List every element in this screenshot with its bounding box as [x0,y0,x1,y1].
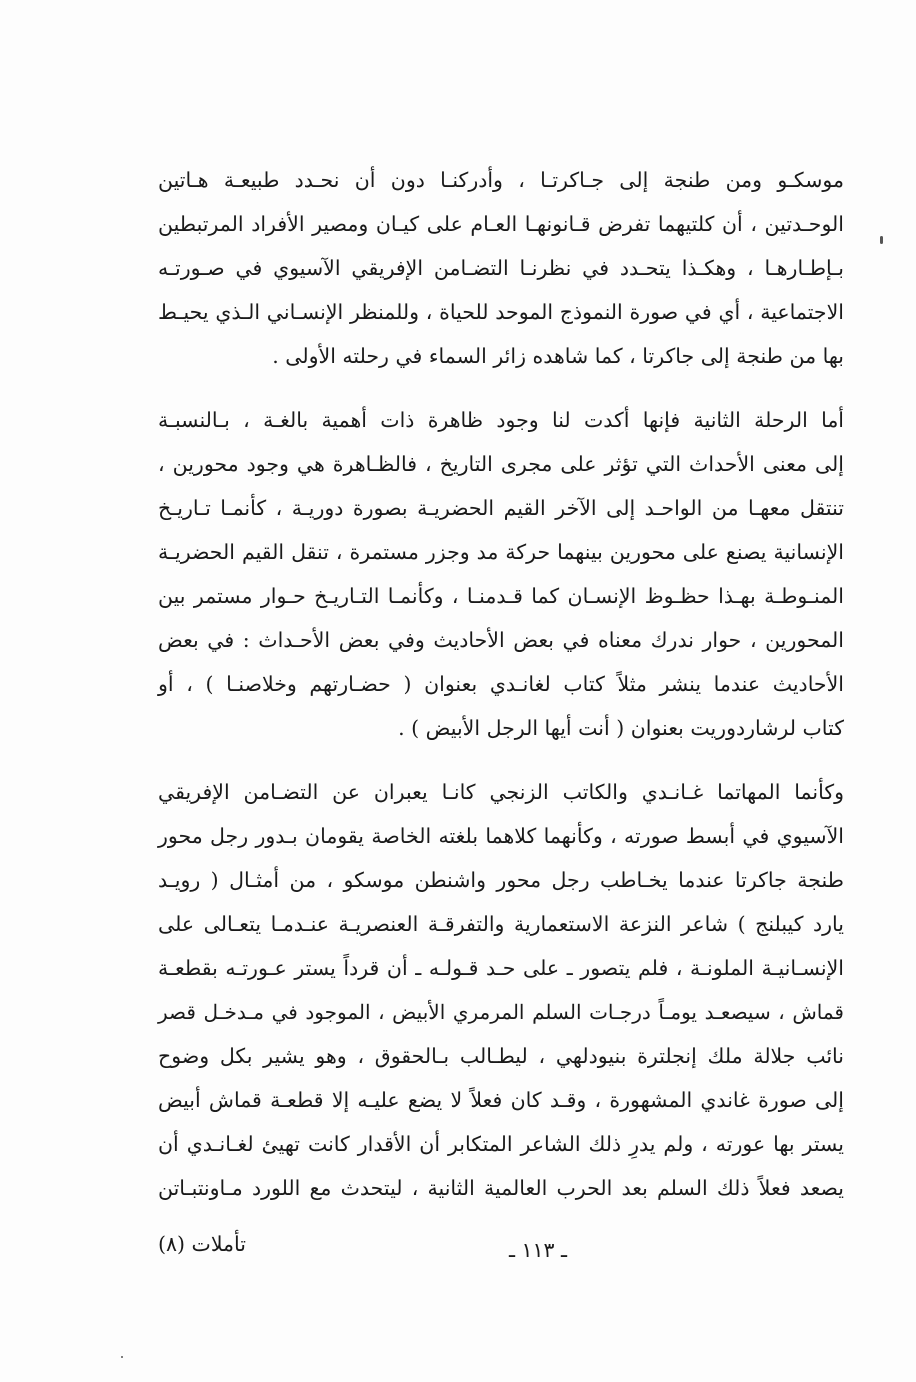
text-line: الوحـدتين ، أن كلتيهما تفرض قـانونهـا العـام على كيـان ومصير الأفراد المرتبطين [158,212,844,236]
text-line: قماش ، سيصعـد يومـاً درجـات السلم المرمري الأبيض ، الموجود في مـدخـل قصر [158,1000,844,1024]
text-line: يارد كيبلنج ) شاعر النزعة الاستعمارية والتفرقـة العنصريـة عنـدمـا يتعـالى على [158,912,844,936]
text-line: موسكـو ومن طنجة إلى جـاكرتـا ، وأدركنـا دون أن نحـدد طبيعـة هـاتين [158,168,844,192]
text-line: إلى معنى الأحداث التي تؤثر على مجرى التاريخ ، فالظـاهرة هي وجود محورين ، [158,452,844,476]
scan-speck [121,1356,123,1358]
text-line: بها من طنجة إلى جاكرتا ، كما شاهده زائر السماء في رحلته الأولى . [272,344,844,368]
text-line: الأحاديث عندما ينشر مثلاً كتاب لغانـدي بعنوان ( حضـارتهم وخلاصنـا ) ، أو [158,672,844,696]
text-line: أما الرحلة الثانية فإنها أكدت لنا وجود ظاهرة ذات أهمية بالغـة ، بـالنسبـة [158,408,844,432]
paragraph-3 [158,770,844,1210]
text-line: نائب جلالة ملك إنجلترة بنيودلهي ، ليطـالب بـالحقوق ، وهو يشير بكل وضوح [158,1044,844,1068]
text-line: تنتقل معهـا من الواحـد إلى الآخر القيم الحضريـة بصورة دوريـة ، كأنمـا تـاريـخ [158,496,844,520]
running-title: تأملات (٨) [158,1232,246,1256]
text-line: المنـوطـة بهـذا حظـوظ الإنسـان كما قـدمنـا ، وكأنمـا التـاريـخ حـوار مستمر بين [158,584,844,608]
text-line: الاجتماعية ، أي في صورة النموذج الموحد للحياة ، وللمنظر الإنسـاني الـذي يحيـط [158,300,844,324]
text-line: يستر بها عورته ، ولم يدرِ ذلك الشاعر المتكابر أن الأقدار كانت تهيئ لغـانـدي أن [158,1132,844,1156]
text-line: الإنسـانيـة الملونـة ، فلم يتصور ـ على حـد قـولـه ـ أن قرداً يستر عـورتـه بقطعـة [158,956,844,980]
text-line: المحورين ، حوار ندرك معناه في بعض الأحاديث وفي بعض الأحـداث : في بعض [158,628,844,652]
scan-speck [880,236,883,244]
text-line: طنجة جاكرتا عندما يخـاطب رجل محور واشنطن موسكو ، من أمثـال ( رويـد [158,868,844,892]
text-line: يصعد فعلاً ذلك السلم بعد الحرب العالمية الثانية ، ليتحدث مع اللورد مـاونتبـاتن [158,1176,844,1200]
text-line: وكأنما المهاتما غـانـدي والكاتب الزنجي كانـا يعبران عن التضـامن الإفريقي [158,780,844,804]
text-line: الآسيوي في أبسط صورته ، وكأنهما كلاهما بلغته الخاصة يقومان بـدور رجل محور [158,824,844,848]
text-line: بـإطـارهـا ، وهكـذا يتحـدد في نظرنـا التضـامن الإفريقي الآسيوي في صـورتـه [158,256,844,280]
paragraph-2 [158,398,844,750]
page-number: ـ ١١٣ ـ [508,1238,568,1262]
text-line: الإنسانية يصنع على محورين بينهما حركة مد وجزر مستمرة ، تنقل القيم الحضريـة [158,540,844,564]
text-line: كتاب لرشاردوريت بعنوان ( أنت أيها الرجل الأبيض ) . [398,716,844,740]
page-footer [158,1232,844,1272]
text-line: إلى صورة غاندي المشهورة ، وقـد كان فعلاً لا يضع عليـه إلا قطعـة قماش أبيض [158,1088,844,1112]
paragraph-1 [158,158,844,378]
